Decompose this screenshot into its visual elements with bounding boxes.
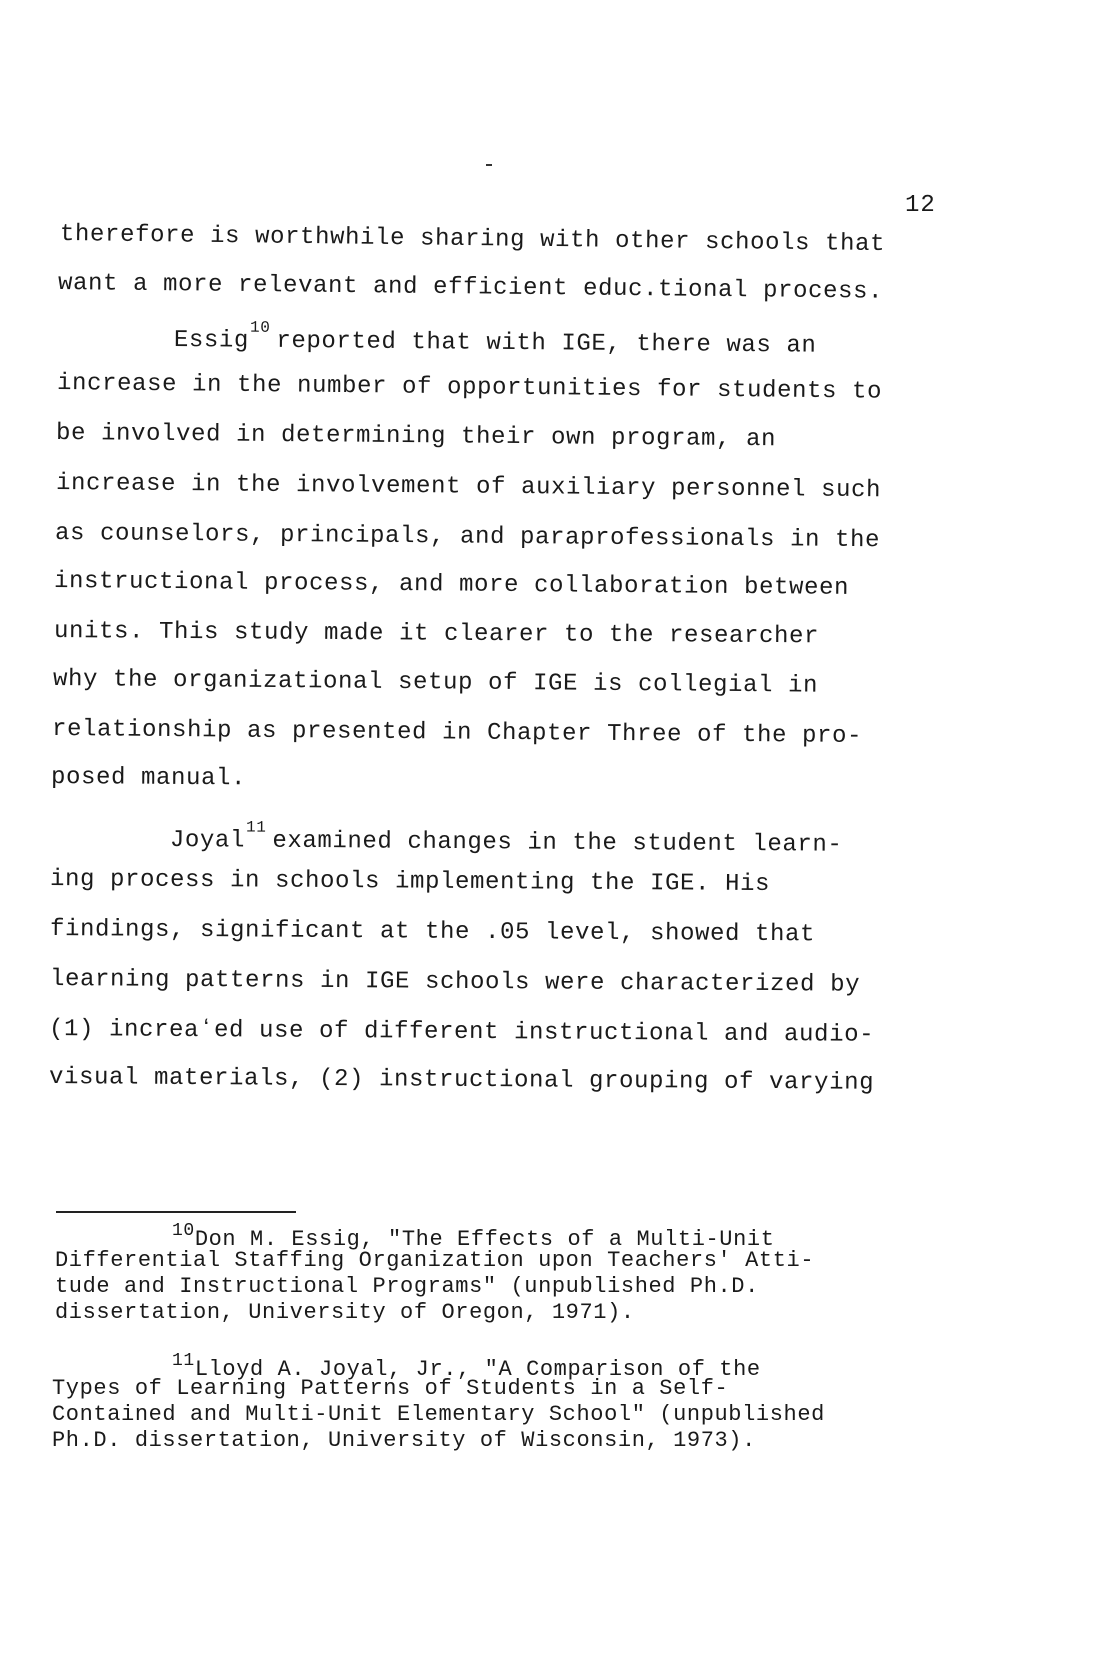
body-line: increase in the number of opportunities for students to [56, 370, 883, 406]
body-line: (1) increaʻed use of different instructional and audio- [48, 1016, 875, 1049]
footnote-number-10: 10 [172, 1221, 195, 1241]
body-line: therefore is worthwhile sharing with other schools that [59, 221, 886, 259]
body-line: want a more relevant and efficient educ.tional process. [57, 270, 884, 306]
body-line: increase in the involvement of auxiliary personnel such [55, 470, 882, 505]
body-line: learning patterns in IGE schools were characterized by [49, 966, 861, 999]
footnote-line: Types of Learning Patterns of Students in a Self- [52, 1376, 729, 1401]
footnote-ref-10: 10 [250, 318, 271, 337]
footnote-line: Ph.D. dissertation, University of Wisconsin, 1973). [52, 1428, 756, 1453]
footnote-10-first-line [172, 1222, 775, 1251]
footnote-separator [56, 1211, 296, 1213]
author-joyal: Joyal [169, 827, 246, 855]
body-line-text: examined changes in the student learn- [272, 827, 843, 859]
footnote-ref-11: 11 [246, 818, 267, 837]
body-line: why the organizational setup of IGE is collegial in [52, 666, 819, 700]
footnote-text: Don M. Essig, "The Effects of a Multi-Unit [194, 1227, 775, 1252]
body-line: be involved in determining their own program, an [55, 420, 777, 454]
author-essig: Essig [173, 327, 250, 355]
body-line: visual materials, (2) instructional grouping of varying [48, 1064, 875, 1097]
stray-mark [486, 164, 492, 166]
body-line-text: reported that with IGE, there was an [276, 327, 817, 360]
paragraph-joyal-first-line [170, 818, 843, 859]
footnote-line: dissertation, University of Oregon, 1971). [55, 1300, 635, 1325]
body-line: relationship as presented in Chapter Three of the pro- [51, 716, 863, 751]
footnote-line: tude and Instructional Programs" (unpublished Ph.D. [55, 1274, 759, 1299]
body-line: ing process in schools implementing the IGE. His [49, 866, 771, 899]
body-line: units. This study made it clearer to the researcher [53, 618, 820, 651]
page-number: 12 [905, 192, 936, 219]
body-line: findings, significant at the .05 level, showed that [49, 916, 816, 949]
body-line: as counselors, principals, and paraprofessionals in the [54, 520, 881, 555]
footnote-line: Contained and Multi-Unit Elementary School" (unpublished [52, 1402, 825, 1427]
paragraph-essig-first-line [174, 318, 817, 360]
footnote-number-11: 11 [172, 1351, 195, 1371]
footnote-text: Lloyd A. Joyal, Jr., "A Comparison of the [194, 1357, 761, 1382]
body-line: posed manual. [50, 764, 247, 793]
body-line: instructional process, and more collaboration between [53, 568, 850, 602]
footnote-line: Differential Staffing Organization upon Teachers' Atti- [55, 1248, 815, 1273]
